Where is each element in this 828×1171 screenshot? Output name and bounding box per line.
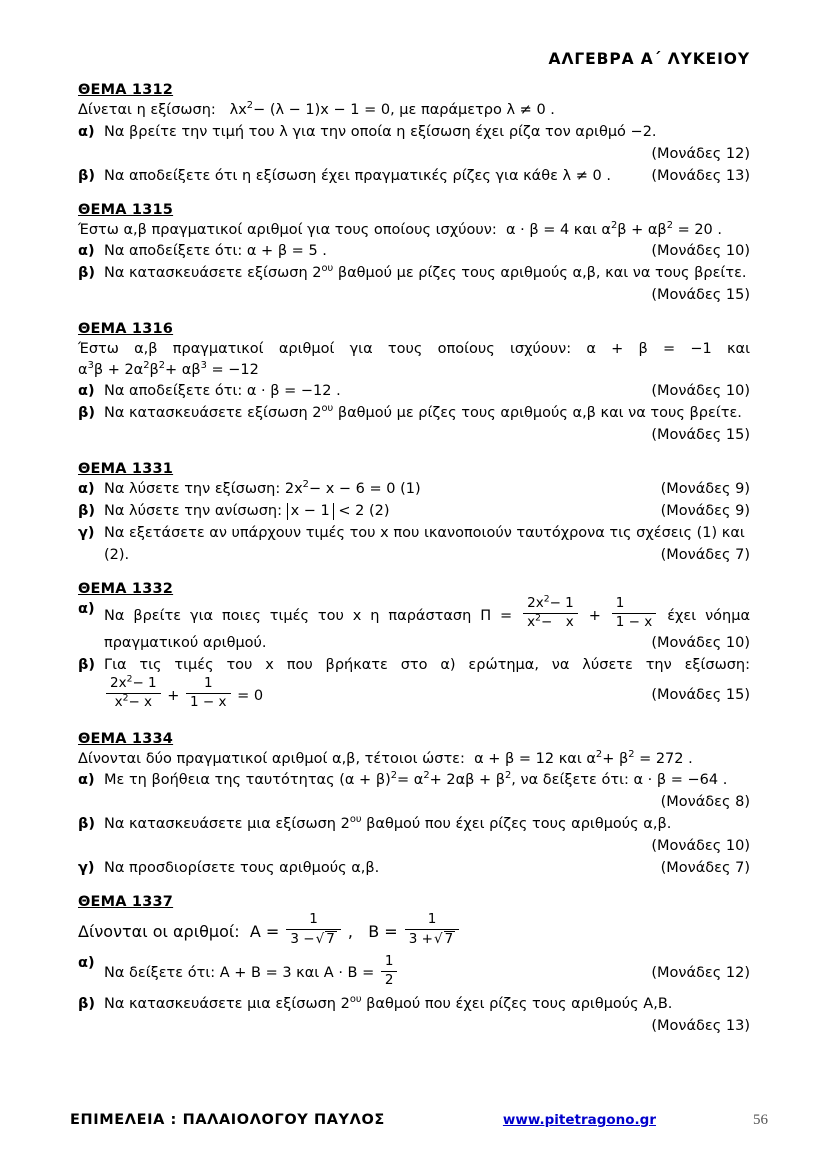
item-1315-b [78, 263, 750, 284]
conjunction-and: και [296, 965, 320, 982]
equation-1337-a: Να δείξετε ότι: Α + Β = 3 και Α · Β = $\frac{1}{2}$ [104, 956, 399, 990]
marks-1312-b: (Μονάδες 13) [651, 167, 750, 184]
fraction-denominator: $x^2- x$ [527, 612, 574, 630]
conjunction-and: και [558, 750, 582, 767]
plus-operator: + [167, 687, 180, 704]
item-text-c: Να προσδιορίσετε τους αριθμούς α,β. [104, 860, 380, 877]
item-marker-c: γ) [78, 525, 95, 542]
conjunction-and: και [573, 221, 597, 238]
absolute-value: x − 1 [287, 503, 334, 520]
section-title-1331: ΘΕΜΑ 1331 [78, 461, 174, 478]
equation-1316-sum: α + β = −1 [586, 341, 712, 358]
label-A: Α = [249, 921, 280, 941]
equation-1312-main: $\lambda x^2- (\lambda - 1)x - 1 = 0$, με παράμετρο λ ≠ 0 . [229, 100, 555, 118]
section-1337-lead [78, 912, 750, 952]
equation-1334-squares: $\alpha^2+ \beta^2 = 272$ . [586, 748, 693, 767]
section-1331 [78, 461, 750, 565]
equation-1316-cubic: $\alpha^3\beta + 2\alpha^2\beta^2+ \alpha\beta^3 = -12$ [78, 360, 259, 378]
item-text-b: Να κατασκευάσετε μια εξίσωση $2^{o\upsilon}$ βαθμού που έχει ρίζες τους αριθμούς Α,Β. [104, 994, 673, 1013]
item-1331-b [78, 501, 750, 522]
item-1312-a [78, 122, 750, 143]
item-1337-b [78, 994, 750, 1015]
item-text-a: Να λύσετε την εξίσωση: $2x^2- x - 6 = 0$ (1) [104, 479, 421, 498]
item-1331-a [78, 479, 750, 500]
item-1316-a [78, 381, 750, 402]
item-marker-b: β) [78, 996, 96, 1013]
marks-1334-a: (Μονάδες 8) [660, 794, 750, 811]
marks-1334-b: (Μονάδες 10) [651, 838, 750, 855]
fraction-denominator: 2 [384, 971, 394, 988]
page-content [78, 50, 750, 1052]
section-1332 [78, 581, 750, 716]
fraction-denominator: 1 − x [615, 613, 653, 630]
equation-1331-a: $2x^2- x - 6 = 0$ [284, 479, 396, 498]
item-text-b: Να λύσετε την ανίσωση: x − 1 < 2 (2) [104, 503, 390, 520]
item-marker-b: β) [78, 167, 96, 184]
item-text-a: Να αποδείξετε ότι: α + β = 5 . [104, 243, 327, 260]
equation-product-AB: Α · Β = [323, 965, 375, 982]
item-text-b: Για τις τιμές του x που βρήκατε στο α) ερώτημα, να λύσετε την εξίσωση: [104, 656, 750, 673]
fraction-denominator: 1 − x [190, 693, 227, 710]
item-1332-a [78, 593, 751, 654]
fraction-one-half [381, 954, 398, 988]
equation-1334-identity: $(\alpha + \beta)^2= \alpha^2+ 2\alpha\beta + \beta^2$ [339, 770, 512, 789]
lead-text: Δίνεται η εξίσωση: [78, 102, 216, 118]
marks-1316-a: (Μονάδες 10) [651, 383, 750, 400]
section-1312 [78, 82, 750, 187]
section-title-1334: ΘΕΜΑ 1334 [78, 730, 174, 747]
section-1315-lead [78, 220, 750, 241]
section-title-1315: ΘΕΜΑ 1315 [78, 201, 174, 218]
item-row-a-tail [104, 633, 750, 654]
fraction-1332b-first [106, 673, 161, 710]
marks-1331-c: (Μονάδες 7) [660, 546, 750, 563]
equation-1332-b [104, 673, 264, 713]
marks-1332-a: (Μονάδες 10) [651, 634, 750, 651]
separator-comma: , [347, 921, 353, 941]
equation-1334-sum: α + β = 12 [474, 750, 555, 767]
fraction-numerator: 1 [381, 954, 398, 972]
label-B: Β = [368, 921, 398, 941]
item-text-c: Να εξετάσετε αν υπάρχουν τιμές του x που ικανοποιούν ταυτόχρονα τις σχέσεις (1) και [104, 525, 745, 542]
ordinal-superscript: ου [349, 994, 362, 1006]
section-1337 [78, 894, 750, 1037]
item-1315-a [78, 241, 750, 262]
item-row-a [104, 953, 750, 993]
fraction-denominator: 3 +√ 7 [408, 930, 454, 947]
equation-1315-product: α · β = 4 [505, 221, 570, 238]
item-1334-b [78, 814, 750, 835]
fraction-B [405, 912, 459, 947]
marks-1316-b: (Μονάδες 15) [651, 427, 750, 444]
item-row-a [104, 381, 750, 402]
fraction-denominator: $x^2- x$ [114, 692, 153, 710]
marks-1312-a: (Μονάδες 12) [651, 145, 750, 162]
fraction-1332-second [612, 596, 656, 630]
footer-website-link[interactable]: www.pitetragono.gr [502, 1112, 656, 1128]
marks-1315-b: (Μονάδες 15) [651, 287, 750, 304]
equation-1315-a: α + β = 5 . [246, 243, 327, 260]
fraction-numerator: 1 [286, 912, 340, 930]
equation-line-1332-b [104, 673, 750, 716]
item-text-a-2: πραγματικού αριθμού. [104, 634, 267, 651]
item-row-b [104, 501, 750, 522]
item-1312-b [78, 166, 750, 187]
item-marker-a: α) [78, 600, 95, 617]
fraction-numerator: $2x^2- 1$ [523, 596, 578, 614]
document-header-title: ΑΛΓΕΒΡΑ Α΄ ΛΥΚΕΙΟΥ [548, 50, 750, 68]
sqrt-icon: √ 7 [434, 930, 454, 947]
ordinal-superscript: ου [321, 403, 334, 415]
equation-1337-definitions [78, 911, 461, 950]
equation-1334-a-result: α · β = −64 . [633, 772, 728, 789]
fraction-numerator: 1 [186, 676, 230, 694]
marks-1331-a: (Μονάδες 9) [660, 481, 750, 498]
marks-1337-b: (Μονάδες 13) [651, 1018, 750, 1035]
section-1316-lead-2 [78, 360, 750, 381]
equation-1332-pi: Π = $\frac{2x^2- 1}{x^2- x}$ + $\frac{1}{1 - x}$ [480, 608, 667, 624]
item-marker-c: γ) [78, 860, 95, 877]
item-marker-a: α) [78, 481, 95, 498]
equation-label-2: (2) [368, 503, 390, 520]
item-text-b: Να κατασκευάσετε εξίσωση $2^{o\upsilon}$ βαθμού με ρίζες τους αριθμούς α,β και να τους βρείτε. [104, 403, 742, 422]
fraction-numerator: 1 [405, 912, 459, 930]
sqrt-icon: √ 7 [315, 930, 335, 947]
item-marker-b: β) [78, 656, 96, 673]
lead-text: Δίνονται οι αριθμοί: [78, 921, 240, 941]
lead-text: Δίνονται δύο πραγματικοί αριθμοί α,β, τέτοιοι ώστε: [78, 750, 465, 767]
fraction-1332b-second [186, 676, 230, 710]
section-title-1332: ΘΕΜΑ 1332 [78, 580, 174, 597]
item-marker-a: α) [78, 243, 95, 260]
section-title-1312: ΘΕΜΑ 1312 [78, 82, 174, 98]
lead-text: Έστω α,β πραγματικοί αριθμοί για τους οποίους ισχύουν: [78, 221, 497, 238]
equation-sum-AB: Α + Β = 3 [219, 965, 292, 982]
section-title-1337: ΘΕΜΑ 1337 [78, 894, 174, 911]
item-row-a [104, 479, 750, 500]
item-marker-b: β) [78, 405, 96, 422]
section-1315 [78, 202, 750, 307]
section-1316-lead [78, 339, 750, 360]
item-1316-b [78, 403, 750, 424]
item-marker-b: β) [78, 816, 96, 833]
equation-1331-b: x − 1 < 2 [287, 503, 365, 519]
equation-1316-a: α · β = −12 . [246, 383, 341, 400]
item-1331-c [78, 523, 750, 565]
plus-operator: + [588, 607, 601, 624]
fraction-denominator: 3 −√ 7 [290, 930, 335, 947]
item-marker-a: α) [78, 772, 95, 789]
marks-1332-b: (Μονάδες 15) [651, 687, 750, 704]
equation-1315-sum: $\alpha^2\beta + \alpha\beta^2 = 20$ . [601, 219, 722, 238]
section-1316 [78, 321, 750, 446]
conjunction-and: και [727, 341, 751, 358]
fraction-numerator: $2x^2- 1$ [106, 676, 161, 694]
item-1334-c [78, 858, 750, 879]
section-1334-lead [78, 749, 750, 770]
fraction-1332-first [523, 593, 578, 630]
ordinal-superscript: ου [321, 263, 334, 275]
item-marker-a: α) [78, 383, 95, 400]
footer-author: ΕΠΙΜΕΛΕΙΑ : ΠΑΛΑΙΟΛΟΓΟΥ ΠΑΥΛΟΣ [70, 1112, 385, 1128]
page-footer [70, 1112, 768, 1129]
item-text-b: Να κατασκευάσετε μια εξίσωση $2^{o\upsilon}$ βαθμού που έχει ρίζες τους αριθμούς α,β. [104, 814, 672, 833]
marks-1334-c: (Μονάδες 7) [660, 860, 750, 877]
equation-tail: = 0 [237, 687, 264, 704]
item-1337-a [78, 953, 750, 993]
item-text-a: Να βρείτε για ποιες τιμές του x η παράσταση Π = $\frac{2x^2- 1}{x^2- x}$ + $\frac{1}{1 - x}$ έχει νόημα [104, 593, 751, 630]
fraction-A [286, 912, 340, 947]
item-text-c-2: (2). [104, 546, 130, 563]
item-marker-b: β) [78, 265, 96, 282]
item-text-b: Να κατασκευάσετε εξίσωση $2^{o\upsilon}$ βαθμού με ρίζες τους αριθμούς α,β, και να τους βρείτε. [104, 263, 747, 282]
section-1334 [78, 731, 750, 880]
item-1332-b [78, 655, 750, 716]
item-text-a: Να βρείτε την τιμή του λ για την οποία η εξίσωση έχει ρίζα τον αριθμό −2. [104, 123, 657, 140]
item-row-c [104, 858, 750, 879]
section-1312-lead [78, 100, 750, 121]
item-text-a: Να αποδείξετε ότι: α · β = −12 . [104, 383, 341, 400]
item-row-b [104, 166, 750, 187]
item-text-b: Να αποδείξετε ότι η εξίσωση έχει πραγματικές ρίζες για κάθε λ ≠ 0 . [104, 167, 611, 184]
fraction-numerator: 1 [612, 596, 656, 614]
marks-1331-b: (Μονάδες 9) [660, 503, 750, 520]
item-1334-a [78, 770, 750, 791]
ordinal-superscript: ου [349, 814, 362, 826]
item-text-a: Με τη βοήθεια της ταυτότητας $(\alpha + \beta)^2= \alpha^2+ 2\alpha\beta + \beta^2$, να δείξετε ότι: α · β = −64 . [104, 770, 728, 789]
item-marker-a: α) [78, 123, 95, 140]
item-row-c-tail [104, 545, 750, 566]
marks-1315-a: (Μονάδες 10) [651, 243, 750, 260]
lead-text: Έστω α,β πραγματικοί αριθμοί για τους οποίους ισχύουν: [78, 341, 572, 358]
section-title-1316: ΘΕΜΑ 1316 [78, 321, 174, 338]
equation-label-1: (1) [400, 481, 421, 498]
item-marker-b: β) [78, 503, 96, 520]
item-marker-a: α) [78, 955, 95, 972]
item-row-a [104, 241, 750, 262]
marks-1337-a: (Μονάδες 12) [651, 964, 750, 981]
footer-page-number: 56 [753, 1112, 768, 1128]
